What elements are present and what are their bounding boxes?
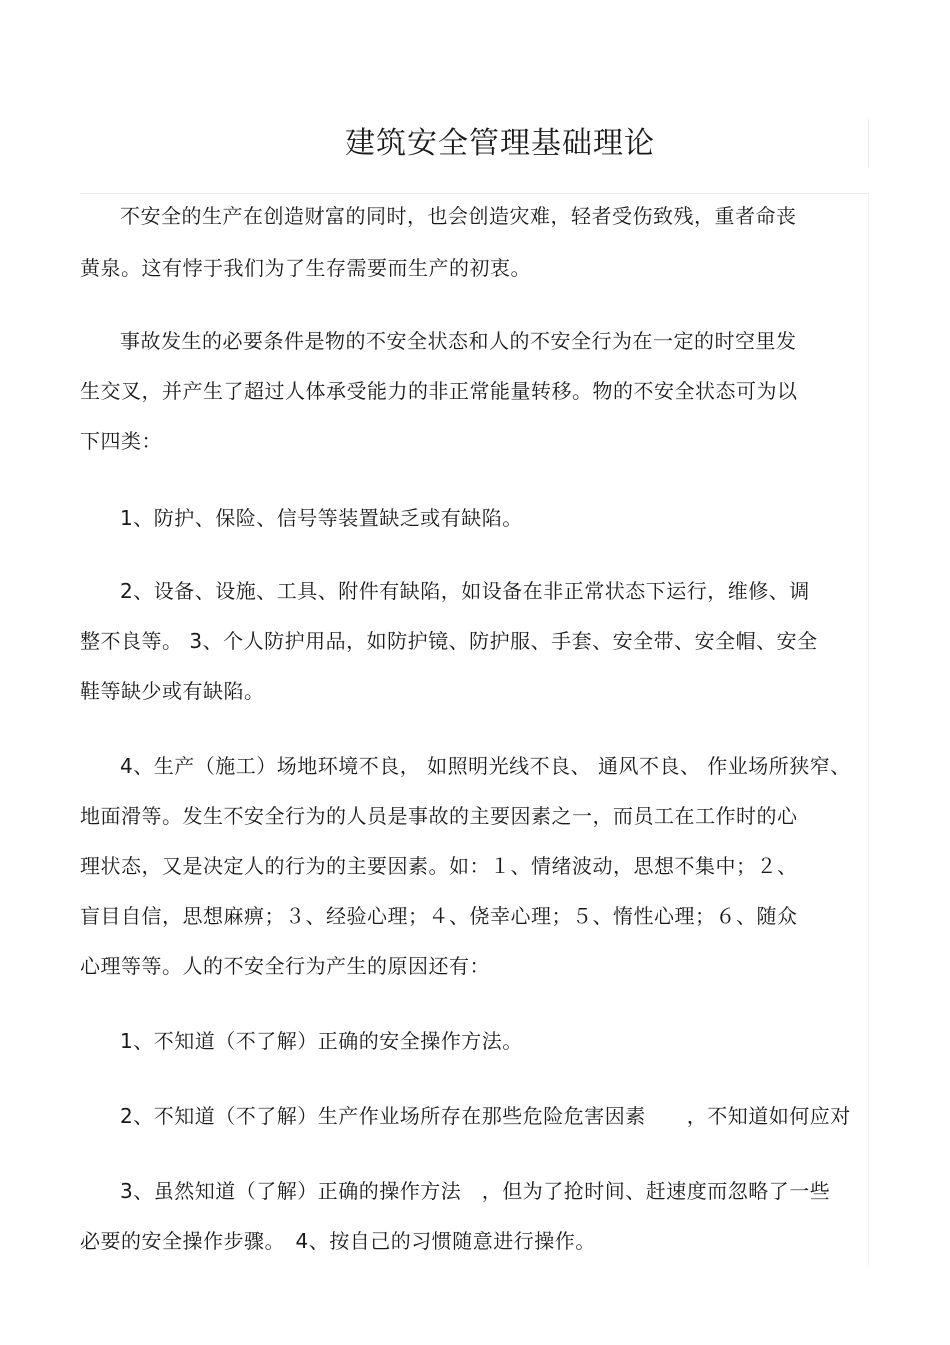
list-item: 1、防护、保险、信号等装置缺乏或有缺陷。 [120,506,523,530]
paragraph-line: 生交叉，并产生了超过人体承受能力的非正常能量转移。物的不安全状态可为以 [80,379,798,403]
paragraph-line: 理状态，又是决定人的行为的主要因素。如：１、情绪波动，思想不集中；２、 [80,854,798,878]
document-title: 建筑安全管理基础理论 [345,126,655,161]
paragraph-line: 整不良等。 3、个人防护用品，如防护镜、防护服、手套、安全带、安全帽、安全 [80,629,818,653]
list-item: 1、不知道（不了解）正确的安全操作方法。 [120,1029,523,1053]
list-item: 2、不知道（不了解）生产作业场所存在那些危险危害因素 ，不知道如何应对 [120,1104,851,1128]
divider-vertical-top [868,118,869,168]
paragraph-line: 不安全的生产在创造财富的同时，也会创造灾难，轻者受伤致残，重者命丧 [120,204,797,228]
list-item: 4、生产（施工）场地环境不良， 如照明光线不良、 通风不良、 作业场所狭窄、 [120,754,851,778]
list-item: 3、虽然知道（了解）正确的操作方法 ，但为了抢时间、赶速度而忽略了一些 [120,1179,831,1203]
paragraph-line: 必要的安全操作步骤。 4、按自己的习惯随意进行操作。 [80,1229,596,1253]
paragraph-line: 下四类： [80,429,162,453]
paragraph-line: 心理等等。人的不安全行为产生的原因还有： [80,954,490,978]
paragraph-line: 鞋等缺少或有缺陷。 [80,679,265,703]
paragraph-line: 地面滑等。发生不安全行为的人员是事故的主要因素之一，而员工在工作时的心 [80,804,798,828]
paragraph-line: 事故发生的必要条件是物的不安全状态和人的不安全行为在一定的时空里发 [120,329,797,353]
divider-vertical [868,193,869,1265]
paragraph-line: 盲目自信，思想麻痹；３、经验心理；４、侥幸心理；５、惰性心理；６、随众 [80,904,798,928]
divider-horizontal [80,193,870,194]
list-item: 2、设备、设施、工具、附件有缺陷，如设备在非正常状态下运行，维修、调 [120,579,810,603]
paragraph-line: 黄泉。这有悖于我们为了生存需要而生产的初衷。 [80,256,531,280]
